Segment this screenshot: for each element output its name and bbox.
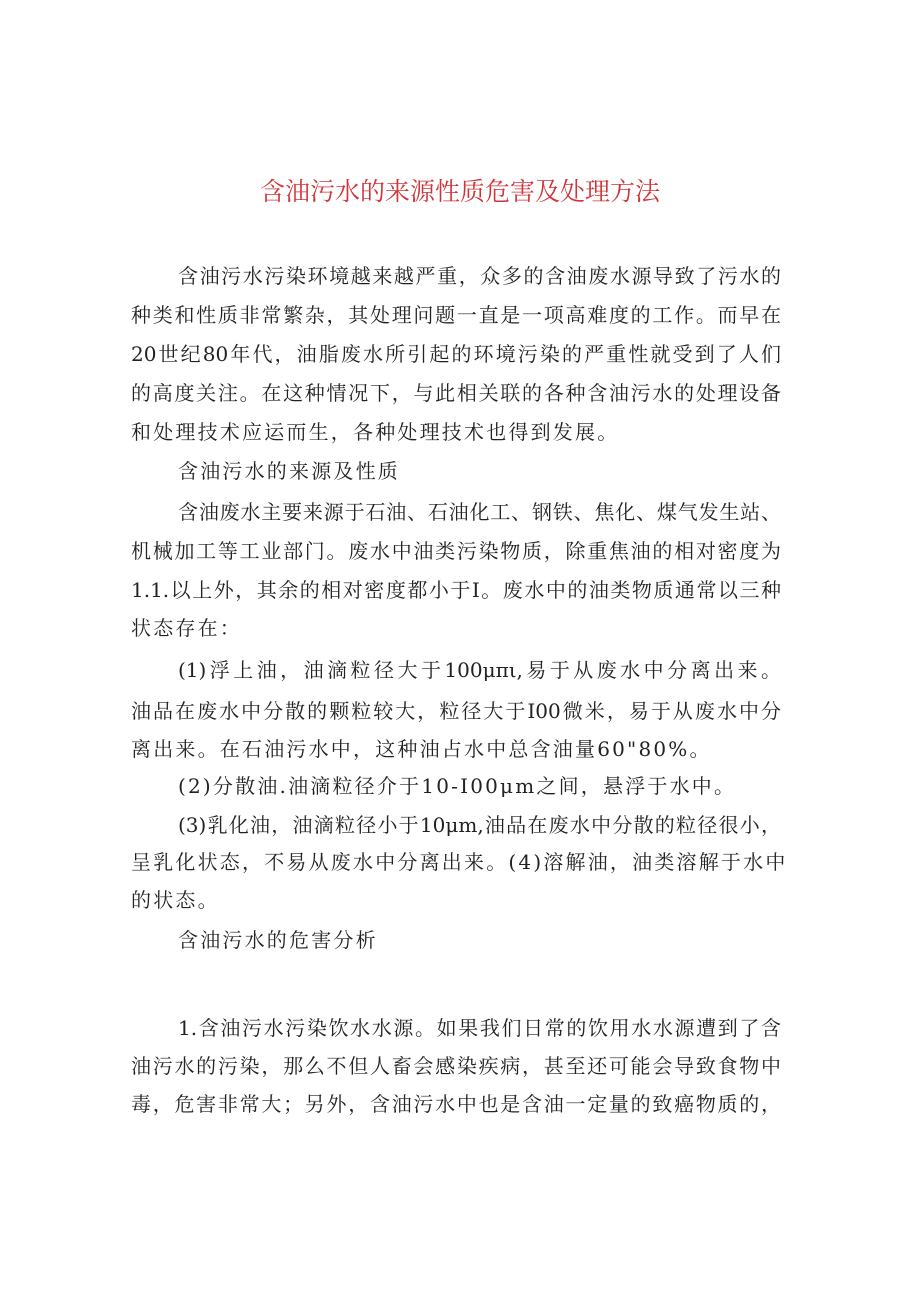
section-heading: 含油污水的危害分析 [178,928,378,952]
paragraph-line: 1.含油污水污染饮水水源。如果我们日常的饮用水水源遭到了含 [178,1016,781,1040]
paragraph-line: 和处理技术应运而生，各种处理技术也得到发展。 [131,420,620,444]
paragraph-line: 机械加工等工业部门。废水中油类污染物质，除重焦油的相对密度为 [131,539,781,563]
paragraph-line: 呈乳化状态，不易从废水中分离出来。(4)溶解油，油类溶解于水中 [131,850,788,874]
paragraph-line: 状态存在： [131,616,242,640]
paragraph-line: 的状态。 [131,888,220,912]
paragraph-line: 种类和性质非常繁杂，其处理问题一直是一项高难度的工作。而早在 [131,303,781,327]
paragraph-line: (3)乳化油，油滴粒径小于10μm,油品在废水中分散的粒径很小， [178,813,781,837]
paragraph-line: 的高度关注。在这种情况下，与此相关联的各种含油污水的处理设备 [131,381,781,405]
paragraph-line: 油品在废水中分散的颗粒较大，粒径大于I00微米，易于从废水中分 [131,699,781,723]
paragraph-line: 油污水的污染，那么不但人畜会感染疾病，甚至还可能会导致食物中 [131,1054,781,1078]
paragraph-line: 离出来。在石油污水中，这种油占水中总含油量60"80%。 [131,737,712,761]
paragraph-line: (2)分散油.油滴粒径介于10-I00μm之间，悬浮于水中。 [178,774,737,798]
paragraph-line: 含油污水污染环境越来越严重，众多的含油废水源导致了污水的 [178,264,781,288]
paragraph-line: 20世纪80年代，油脂废水所引起的环境污染的严重性就受到了人们 [131,342,781,366]
paragraph-line: 1.1.以上外，其余的相对密度都小于I。废水中的油类物质通常以三种 [131,578,781,602]
paragraph-line: 毒，危害非常大；另外，含油污水中也是含油一定量的致癌物质的， [131,1092,781,1116]
section-heading: 含油污水的来源及性质 [178,459,400,483]
document-title: 含油污水的来源性质危害及处理方法 [259,177,660,206]
paragraph-line: 含油废水主要来源于石油、石油化工、钢铁、焦化、煤气发生站、 [178,500,781,524]
paragraph-line: (1)浮上油，油滴粒径大于100μπι,易于从废水中分离出来。 [178,658,781,682]
